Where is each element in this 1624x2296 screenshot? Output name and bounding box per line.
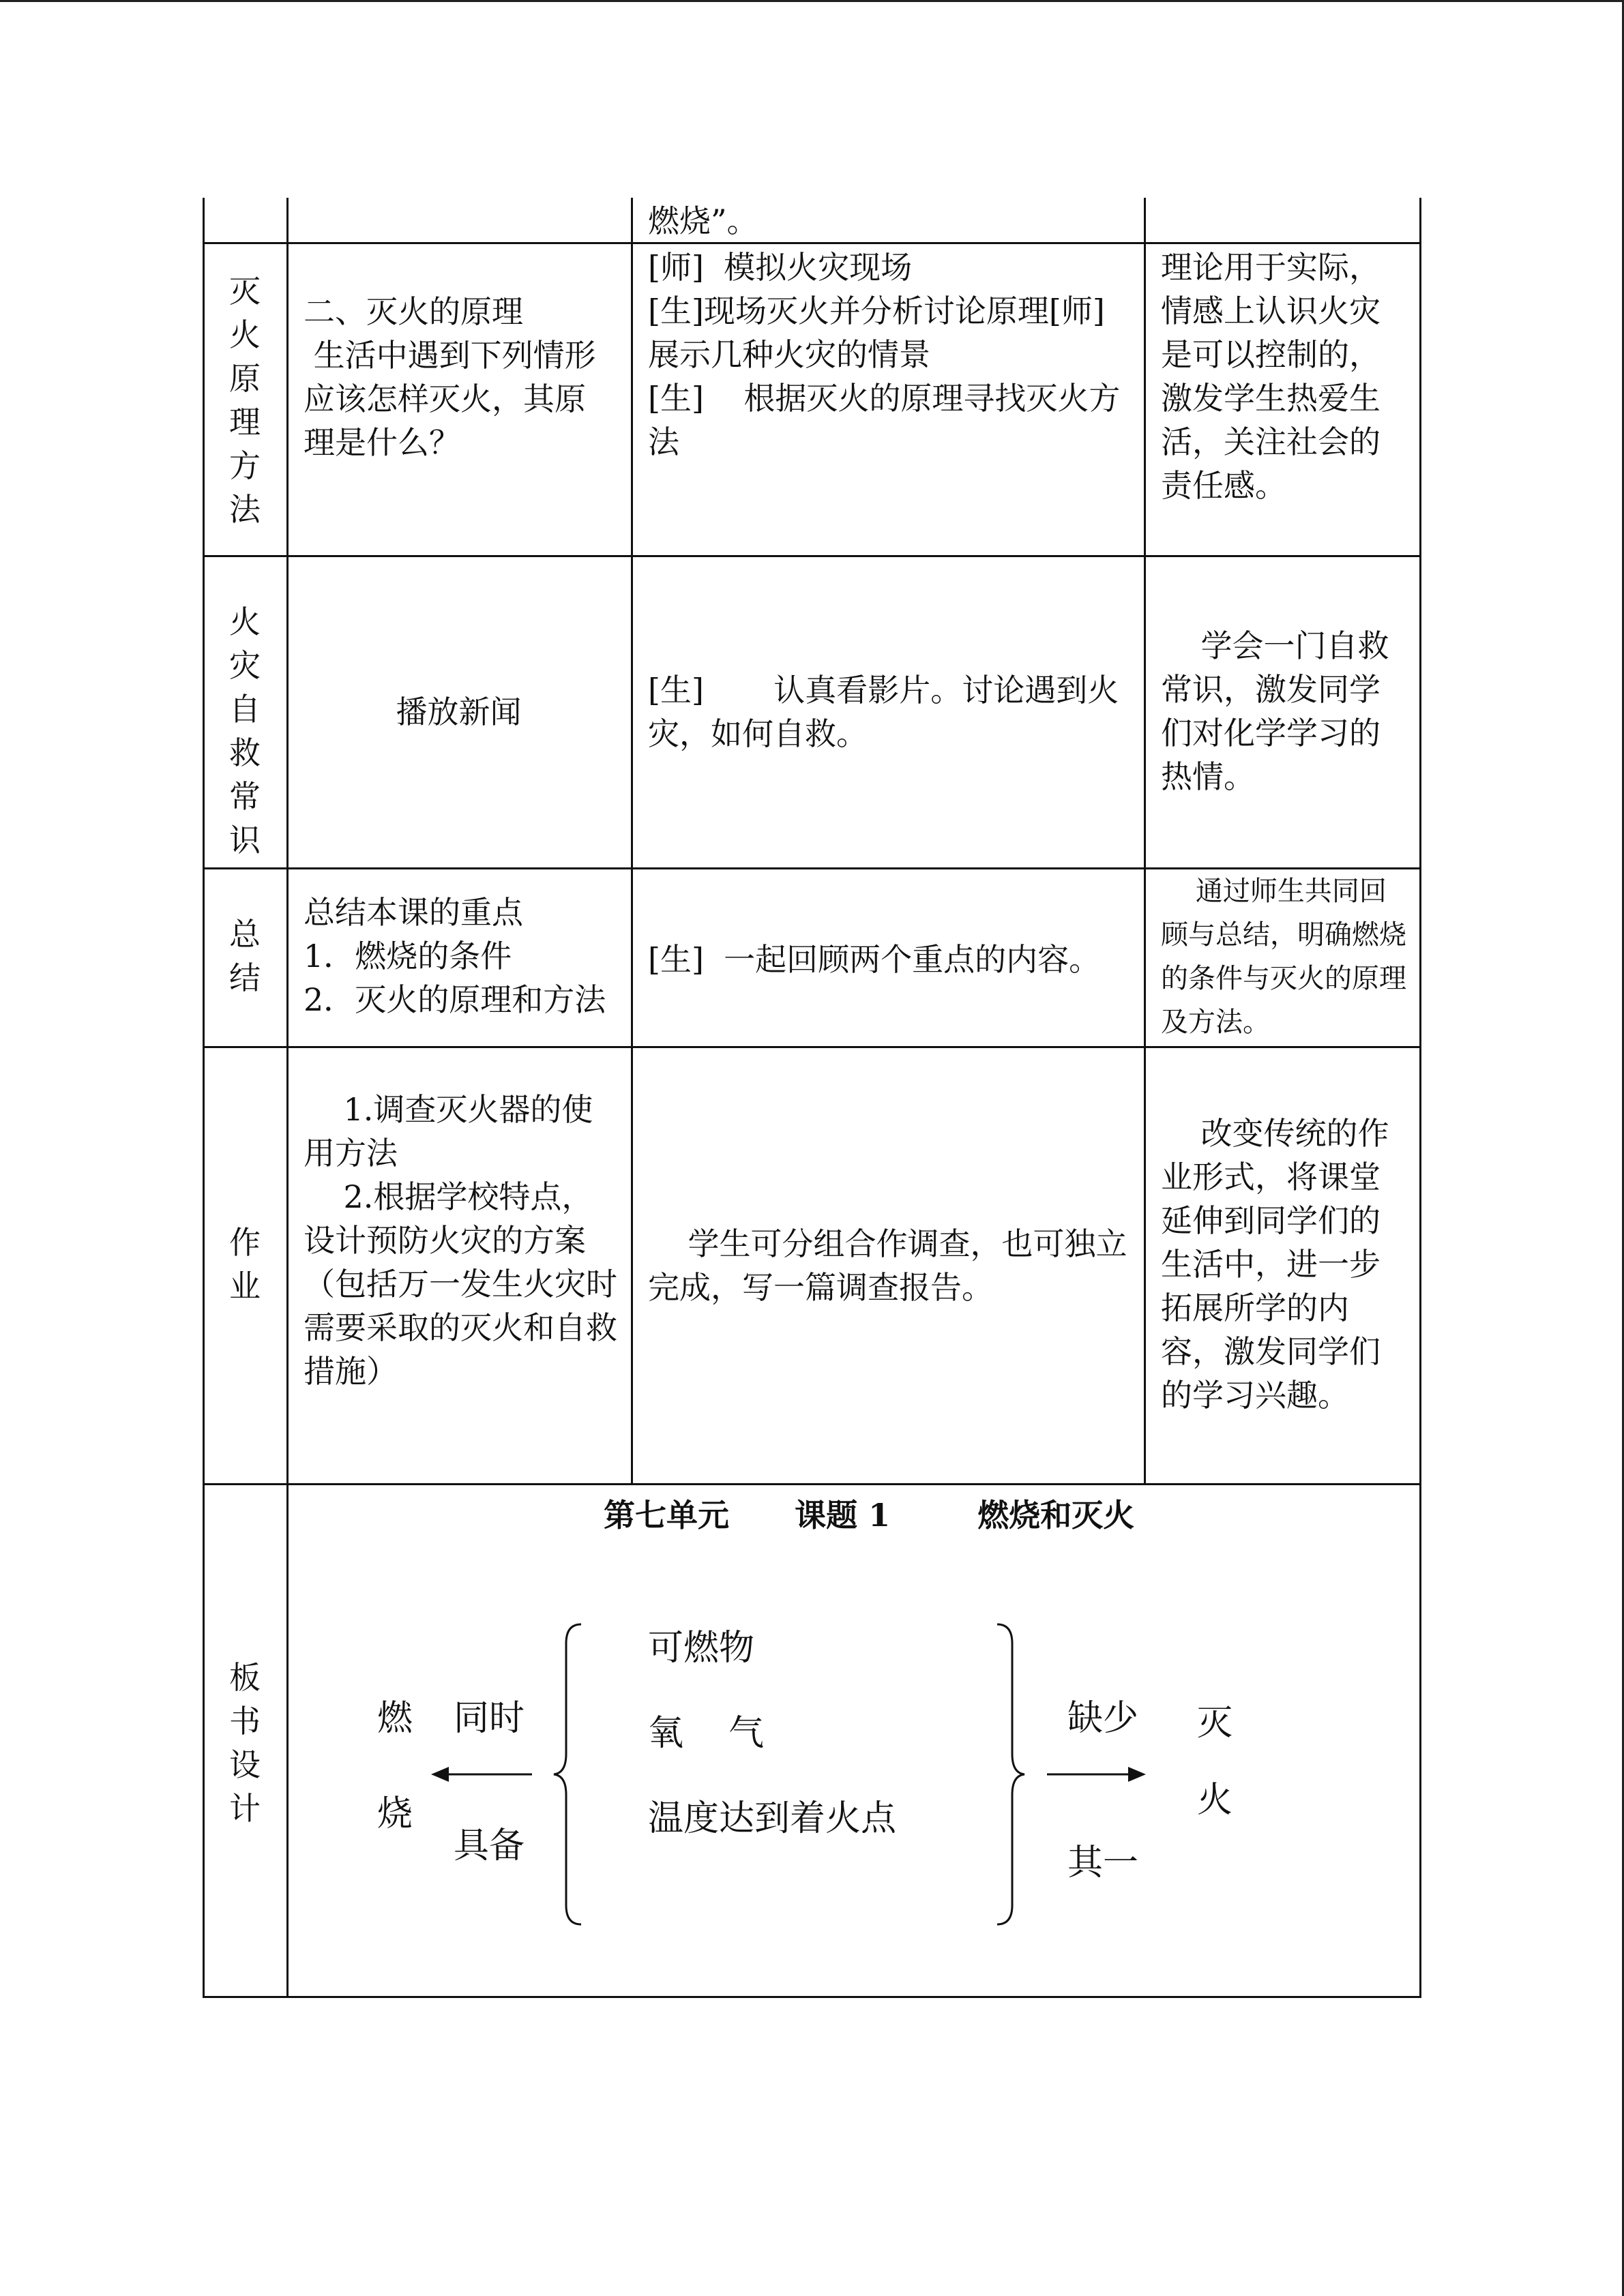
activity-cell-extinguish: [师] 模拟火灾现场 [生]现场灭火并分析讨论原理[师]展示几种火灾的情景 [生] 根据灭火的原理寻找灭火方法 <box>648 249 1121 460</box>
content-cell-selfrescue: 播放新闻 <box>396 694 522 730</box>
board-left-top: 同时 <box>454 1698 525 1739</box>
board-burn-char1: 燃 <box>377 1698 413 1739</box>
board-ext-char1: 灭 <box>1197 1703 1233 1744</box>
content-cell-extinguish: 二、灭火的原理 生活中遇到下列情形应该怎样灭火，其原理是什么？ <box>304 293 596 461</box>
board-burn-char2: 烧 <box>377 1793 413 1834</box>
board-left-bottom: 具备 <box>454 1825 525 1866</box>
stage-cell-summary: 总结 <box>229 916 261 996</box>
stage-cell-extinguish: 灭火原理方法 <box>229 273 261 528</box>
board-condition-1: 可燃物 <box>648 1628 755 1669</box>
content-cell-summary: 总结本课的重点 1．燃烧的条件 2．灭火的原理和方法 <box>304 894 606 1018</box>
stage-cell-selfrescue: 火灾自救常识 <box>229 603 261 859</box>
right-brace-icon <box>997 1624 1024 1924</box>
board-condition-3: 温度达到着火点 <box>648 1798 897 1839</box>
left-brace-icon <box>554 1624 581 1924</box>
board-right-bottom: 其一 <box>1067 1843 1139 1883</box>
right-arrow-head-icon <box>1128 1767 1146 1782</box>
activity-cell-selfrescue: [生] 认真看影片。讨论遇到火灾，如何自救。 <box>648 672 1119 752</box>
board-ext-char2: 火 <box>1197 1780 1233 1821</box>
activity-cell-homework: 学生可分组合作调查，也可独立完成，写一篇调查报告。 <box>648 1225 1127 1306</box>
stage-cell-homework: 作业 <box>229 1224 261 1304</box>
board-condition-2: 氧 气 <box>648 1713 765 1754</box>
board-title: 第七单元 课题 1 燃烧和灭火 <box>604 1497 1135 1534</box>
stage-cell-board: 板书设计 <box>229 1659 261 1827</box>
board-right-top: 缺少 <box>1067 1698 1139 1739</box>
intent-cell-summary: 通过师生共同回顾与总结，明确燃烧的条件与灭火的原理及方法。 <box>1161 876 1406 1038</box>
intent-cell-selfrescue: 学会一门自救常识，激发同学们对化学学习的热情。 <box>1161 627 1389 795</box>
intent-cell-extinguish: 理论用于实际，情感上认识火灾是可以控制的，激发学生热爱生活，关注社会的责任感。 <box>1161 249 1381 504</box>
content-cell-homework: 1.调查灭火器的使用方法 2.根据学校特点，设计预防火灾的方案（包括万一发生火灾时需要采取的灭火和自救措施） <box>304 1091 617 1390</box>
activity-cell-continued: 燃烧”。 <box>648 203 758 239</box>
intent-cell-homework: 改变传统的作业形式，将课堂延伸到同学们的生活中，进一步拓展所学的内容，激发同学们的学习兴趣。 <box>1161 1115 1389 1414</box>
left-arrow-head-icon <box>431 1767 449 1782</box>
activity-cell-summary: [生] 一起回顾两个重点的内容。 <box>648 941 1101 978</box>
